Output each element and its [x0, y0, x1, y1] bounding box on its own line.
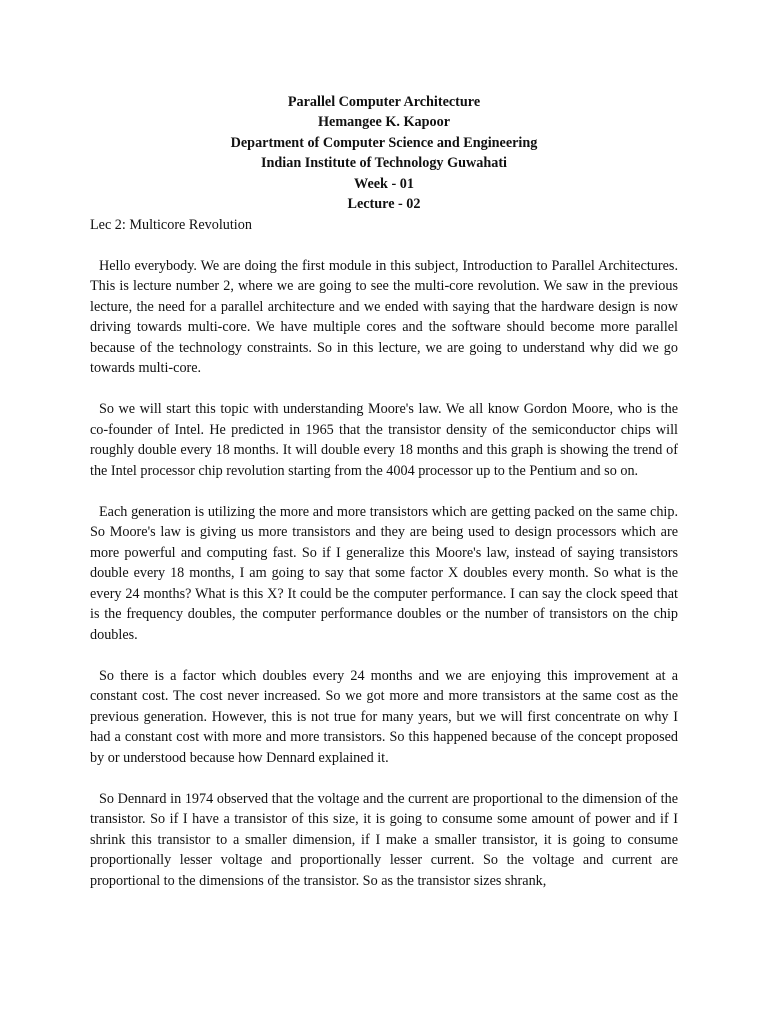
document-header: [90, 92, 678, 214]
paragraph: So we will start this topic with understanding Moore's law. We all know Gordon Moore, who is the co-founder of Intel. He predicted in 1965 that the transistor density of the semiconductor chips will roughly double every 18 months. It will double every 18 months and this graph is showing the trend of the Intel processor chip revolution starting from the 4004 processor up to the Pentium and so on.: [90, 401, 678, 479]
instructor-name: Hemangee K. Kapoor: [317, 114, 450, 131]
paragraph: So there is a factor which doubles every 24 months and we are enjoying this improvement at a constant cost. The cost never increased. So we got more and more transistors at the same cost as the previous generation. However, this is not true for many years, but we will first concentrate on why I had a constant cost with more and more transistors. So this happened because of the concept proposed by or understood because how Dennard explained it.: [90, 667, 678, 766]
lecture-title: Lec 2: Multicore Revolution: [90, 217, 252, 234]
week-label: Week - 01: [354, 175, 414, 192]
institute-name: Indian Institute of Technology Guwahati: [261, 155, 507, 172]
lecture-label: Lecture - 02: [347, 196, 421, 213]
paragraph: Hello everybody. We are doing the first module in this subject, Introduction to Parallel Architectures. This is lecture number 2, where we are going to see the multi-core revolution. We saw in the previous lecture, the need for a parallel architecture and we ended with saying that the hardware design is now driving towards multi-core. We have multiple cores and the software should become more parallel because of the technology constraints. So in this lecture, we are going to understand why did we go towards multi-core.: [90, 257, 678, 377]
paragraph: So Dennard in 1974 observed that the voltage and the current are proportional to the dimension of the transistor. So if I have a transistor of this size, it is going to consume some amount of power and if I shrink this transistor to a smaller dimension, if I make a smaller transistor, it is going to consume proportionally lesser voltage and proportionally lesser current. So the voltage and current are proportional to the dimensions of the transistor. So as the transistor sizes shrank,: [90, 790, 678, 889]
course-title: Parallel Computer Architecture: [287, 94, 481, 110]
paragraph: Each generation is utilizing the more and more transistors which are getting packed on the same chip. So Moore's law is giving us more transistors and they are being used to design processors which are more powerful and computing fast. So if I generalize this Moore's law, instead of saying transistors double every 18 months, I am going to say that some factor X doubles every month. So what is the every 24 months? What is this X? It could be the computer performance. I can say the clock speed that is the frequency doubles, the computer performance doubles or the number of transistors on the chip doubles.: [90, 503, 678, 643]
department-name: Department of Computer Science and Engineering: [230, 134, 538, 151]
document-page: [90, 92, 678, 891]
